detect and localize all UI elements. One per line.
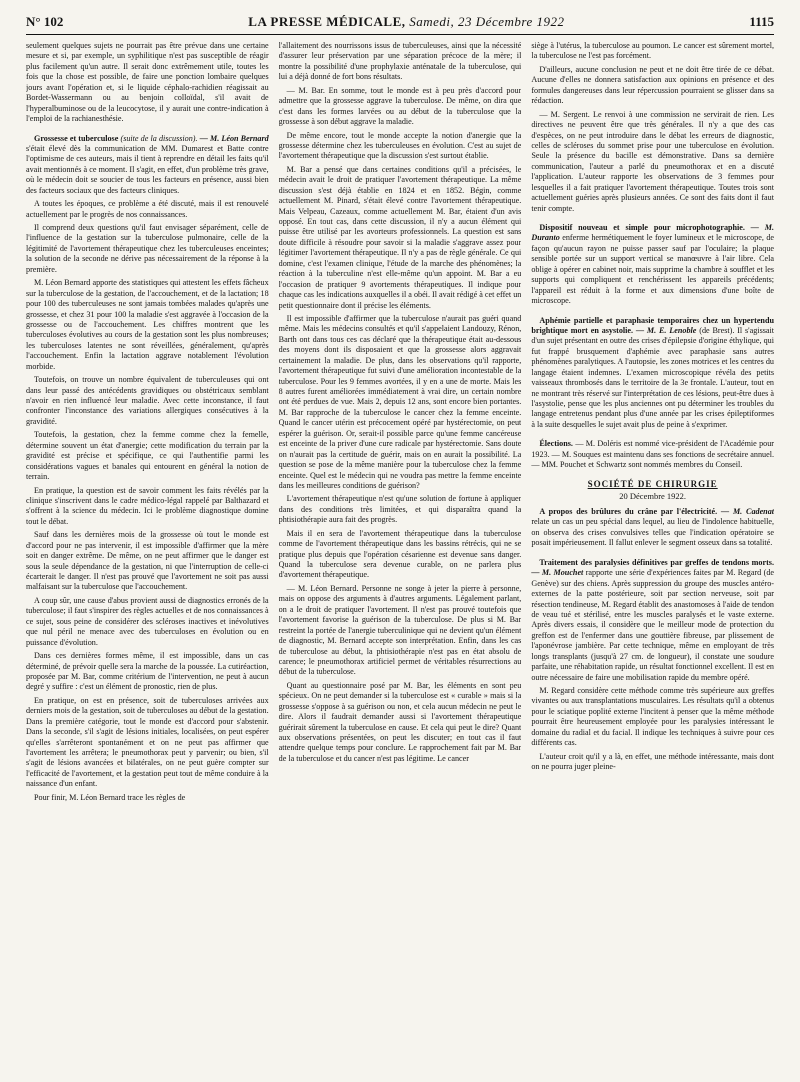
section-title: Traitement des paralysies définitives par greffes de tendons morts. <box>539 557 774 567</box>
column-3 <box>531 41 774 1073</box>
section-body: (de Brest). Il s'agissait d'un sujet présentant en outre des crises d'épilepsie d'origine éthylique, qui fut frappé brusquement d'aphémie avec paraphasie sans autres phénomènes paralytiques. A l'autopsie, les zones motrices et les centres du langage étaient indemnes. L'examen microscopique révéla des petits vaisseaux thrombosés dans le territoire de la 3e frontale. L'auteur, tout en ne montrant très réservé sur l'interprétation de ces lésions, peut-être dues à l'asystolie, pense que les plus anciennes ont pu déterminer les troubles du langage entretenus pendant plus d'une année par les crises épileptiformes à la suite desquelles le sujet avait plus de peine à s'exprimer. <box>531 325 774 429</box>
paragraph: En pratique, la question est de savoir comment les faits révélés par la clinique s'inscrivent dans le cadre médico-légal rappelé par Balthazard et s'offrent à la science du médecin. Ici le problème diagnostique domine tout le débat. <box>26 485 269 526</box>
section-title: A propos des brûlures du crâne par l'électricité. <box>539 507 718 517</box>
paragraph: A coup sûr, une cause d'abus provient aussi de diagnostics erronés de la tuberculose; il faut s'inspirer des règles actuelles et de nos connaissances à ce sujet, sous peine de considérer des scléroses inactives et inévolutives que nul péril ne menace avec des tuberculoses en évolution ou en puissance d'évolution. <box>26 595 269 647</box>
paragraph: seulement quelques sujets ne pourrait pas être prévue dans une certaine mesure et si, par exemple, un syphilitique n'est pas susceptible de réagir plus facilement qu'un autre. Il serait donc extrêmement utile, toutes les fois que la chose est possible, de faire une ponction lombaire quelques jours avant l'opération et, si le liquide céphalo-rachidien réagissait au Bordet-Wassermann ou au benjoin colloïdal, s'il avait de l'hyperalbuminose ou de la leucocytose, il y aurait une contre-indication à l'emploi de la rachianesthésie. <box>26 41 269 124</box>
section-subtitle: (suite de la discussion). <box>120 133 198 143</box>
issue-number: N° 102 <box>26 14 64 29</box>
section-grossesse-tuberculose <box>26 134 269 197</box>
section-body: s'était élevé dès la communication de MM. Dumarest et Batte contre l'optimisme de ces auteurs, mais il tient à reprendre en détail les faits qu'il avait mentionnés à ce moment. Il s'agit, en effet, d'un problème très grave, où le médecin doit se soucier de tous les facteurs en présence, aussi bien des facteurs sociaux que des facteurs cliniques. <box>26 143 269 195</box>
paragraph: — M. Sergent. Le renvoi à une commission ne servirait de rien. Les directives ne peuvent être que très générales. Il n'y a que des cas d'espèces, on ne peut introduire dans le débat les erreurs de diagnostic, celles de scléroses du sommet prise pour une tuberculose en évolution. Seule la présence du bacille est démonstrative. Dans sa dernière communication, l'auteur a parlé du pneumothorax et en a discuté l'application. L'auteur rapporte les observations de 3 femmes pour lesquelles il a fait pratiquer l'avortement thérapeutique. Toutes trois sont actuellement guéries après plusieurs années. Ce sont des faits dont il faut tenir compte. <box>531 109 774 213</box>
paragraph: De même encore, tout le monde accepte la notion d'anergie que la grossesse détermine chez les tuberculeuses en évolution. C'est au sujet de l'avortement thérapeutique que la discussion s'est surtout établie. <box>278 130 522 161</box>
masthead <box>248 14 564 30</box>
society-heading: SOCIÉTÉ DE CHIRURGIE <box>587 478 718 489</box>
text-columns <box>26 41 774 1073</box>
paragraph: Sauf dans les dernières mois de la grossesse où tout le monde est d'accord pour ne pas intervenir, il est impossible d'affirmer que la mère soit en danger extrême. De même, on ne peut affirmer que le danger est sous la seule dépendance de la gestation, ni que l'interruption de celle-ci écarterait le danger. Il n'est pas prouvé que l'avortement ne soit pas aussi malfaisant sur la tuberculose que l'accouchement. <box>26 530 269 592</box>
paragraph: D'ailleurs, aucune conclusion ne peut et ne doit être tirée de ce débat. Aucune d'elles ne donnera satisfaction aux opinions en présence et des formules dangereuses dans leur répercussion pourraient se glisser dans sa rédaction. <box>531 64 774 106</box>
paragraph: M. Léon Bernard apporte des statistiques qui attestent les effets fâcheux sur la tuberculose de la gestation, de l'accouchement, et de la lactation; 18 pour 100 des tuberculeuses ne sont jamais tombées malades qu'après une grossesse, et chez 31 pour 100 la maladie s'est aggravée à l'occasion de la grossesse ou de l'accouchement. Les chiffres montrent que les tuberculoses évolutives au cours de la gestation sont les plus nombreuses; les tuberculoses latentes ne sont réveillées, généralement, qu'après l'accouchement. Enfin la lactation aggrave notablement l'évolution morbide. <box>26 278 269 371</box>
section-brulures-crane <box>531 507 774 549</box>
author-name: — M. E. Lenoble <box>635 325 697 335</box>
section-paralysies <box>531 558 774 683</box>
page-number: 1115 <box>749 14 774 29</box>
paragraph: Mais il en sera de l'avortement thérapeutique dans la tuberculose comme de l'avortement thérapeutique dans les bassins rétrécis, qui ne se pratique plus depuis que l'opération césarienne est devenue sans danger. Quand la tuberculose sera devenue curable, on ne parlera plus d'avortement thérapeutique. <box>278 528 522 580</box>
paragraph: M. Bar a pensé que dans certaines conditions qu'il a précisées, le médecin avait le droit de pratiquer l'avortement thérapeutique. La même discussion s'est déjà établie en 1824 et en 1852. Bégin, comme actuellement M. Pinard, s'était élevé contre l'avortement thérapeutique. Mais Velpeau, Cazeaux, comme actuellement M. Bar, étaient d'un avis opposé. En tout cas, dans cette discussion, il n'y a aucun élément qui puisse être utilisé par les avorteurs professionnels. La question est sans doute difficile à résoudre pour savoir si la maladie s'aggrave assez pour légitimer l'avortement thérapeutique. Il n'y a pas de règle générale. Ce qui domine, c'est l'examen clinique, l'étude de la marche des phénomènes; la réaction à la tuberculine n'est elle-même qu'un appoint. M. Bar a eu l'occasion de pratiquer 9 avortements thérapeutiques. Il indique pour chaque cas les indications auxquelles il a obéi. Il avait rédigé à cet effet un petit questionnaire dont il précise les éléments. <box>278 164 522 310</box>
paragraph: En pratique, on est en présence, soit de tuberculoses arrivées aux derniers mois de la gestation, soit de tuberculoses au début de la gestation. Dans la première catégorie, tout le monde est d'accord pour s'abstenir. Dans la seconde, s'il s'agit de lésions initiales, localisées, on peut espérer qu'elles s'arrêteront spontanément et on ne peut pas affirmer que l'avortement les arrêtera; le pneumothorax peut y parvenir; ou bien, s'il s'agit de lésions avancées et bilatérales, on ne peut guère compter sur l'efficacité de l'avortement, et la gestation peut tout de même conduire à la naissance d'un enfant. <box>26 695 269 789</box>
author-name: — M. Mouchet <box>531 568 584 578</box>
paragraph: Toutefois, on trouve un nombre équivalent de tuberculeuses qui ont dans leur passé des antécédents gravidiques ou obstétricaux semblant n'avoir en rien influencé leur maladie. Avec cette inconstance, il faut confronter l'inconstance des variations allergiques consécutives à la gravidité. <box>26 375 269 426</box>
paragraph: siège à l'utérus, la tuberculose au poumon. Le cancer est sûrement mortel, la tuberculose ne l'est pas forcément. <box>531 41 774 61</box>
paragraph: — M. Bar. En somme, tout le monde est à peu près d'accord pour admettre que la grossesse aggrave la tuberculose. De même, on dira que c'est dans les formes larvées ou au début de la tuberculose que la grossesse à son début aggrave la maladie. <box>278 85 522 127</box>
paragraph: A toutes les époques, ce problème a été discuté, mais il est renouvelé actuellement par le progrès de nos connaissances. <box>26 199 269 219</box>
issue-date: Samedi, 23 Décembre 1922 <box>409 14 565 29</box>
column-1 <box>26 41 269 1073</box>
section-aphemie <box>531 316 774 431</box>
section-title: Dispositif nouveau et simple pour microphotographie. <box>539 223 745 232</box>
author-name: — M. Duranto <box>531 223 774 243</box>
author-name: — M. Cadenat <box>720 507 774 517</box>
society-date: 20 Décembre 1922. <box>619 491 687 502</box>
page-header <box>26 14 774 35</box>
author-name: — M. Léon Bernard <box>199 133 269 143</box>
paragraph: L'avortement thérapeutique n'est qu'une solution de fortune à appliquer dans des conditions très limitées, et qui disparaîtra quand la phtisiothérapie aura fait des progrès. <box>278 494 522 525</box>
paragraph: Pour finir, M. Léon Bernard trace les règles de <box>34 792 186 802</box>
section-elections <box>531 439 774 470</box>
paragraph: Quant au questionnaire posé par M. Bar, les éléments en sont peu spécieux. On ne peut demander si la tuberculose est « curable » mais si la grossesse s'oppose à sa guérison ou non, et cela aucun médecin ne peut le dire. Alors il faudrait demander aussi si l'avortement thérapeutique guérirait sûrement la tuberculose en cause. Et cela qui peut le dire? Quant aux observations présentées, on peut les discuter; en tout cas il faut attendre quelque temps pour conclure. Le rapprochement fait par M. Bar de la tuberculose et du cancer n'est pas légitime. Le cancer <box>278 680 522 763</box>
paragraph: Toutefois, la gestation, chez la femme comme chez la femelle, détermine souvent un état d'anergie; cette modification du terrain par la gravidité est précise et spécifique, ce qui l'authentifie parmi les considérations vagues et banales qui entourent en général la notion de terrain. <box>26 430 269 482</box>
paragraph: Dans ces dernières formes même, il est impossible, dans un cas déterminé, de prévoir quelle sera la marche de la poussée. La cutiréaction, proposée par M. Bar, comme critérium de l'intervention, ne peut à aucun degré y suffire : c'est un élément de pronostic, rien de plus. <box>26 651 269 692</box>
section-body: relate un cas un peu spécial dans lequel, au lieu de l'indolence habituelle, on observa des crises convulsives telles que l'indication opératoire se posait impérieusement. Il fallut enlever le segment osseux dans sa totalité. <box>531 517 774 548</box>
section-title: Grossesse et tuberculose <box>34 133 119 143</box>
section-body: enferme hermétiquement le foyer lumineux et le microscope, de façon qu'aucun rayon ne puisse passer sauf par l'oculaire; la plaque sensible portée sur un support vertical se manœuvre à l'air libre. Cela oblige à opérer en cabinet noir, mais supprime la chambre à soufflet et les supports qui compliquent et renchérissent les appareils précédents; l'appareil est réduit à la forme et aux dimensions d'une boîte de microscope. <box>531 233 774 306</box>
paragraph: l'allaitement des nourrissons issus de tuberculeuses, ainsi que la nécessité d'assurer leur préservation par une séparation précoce de la mère; il montre la possibilité d'une prophylaxie anténatale de la tuberculose, qui lui a déjà donné de fort bons résultats. <box>278 41 522 82</box>
section-title: Élections. <box>539 439 573 449</box>
section-microphotographie <box>531 223 774 307</box>
journal-title: LA PRESSE MÉDICALE, <box>248 14 406 29</box>
section-title: Aphémie partielle et paraphasie temporaires chez un hypertendu brightique mort en asystolie. <box>531 315 774 335</box>
paragraph: M. Regard considère cette méthode comme très supérieure aux greffes vivantes ou aux transplantations musculaires. Les résultats qu'il a obtenus pour le sciatique poplité externe l'incitent à penser que la même méthode pourrait être heureusement employée pour les paralysies intéressant le domaine du radial et du facial. Il indique les techniques à suivre pour ces différents cas. <box>531 686 774 748</box>
section-body: — M. Doléris est nommé vice-président de l'Académie pour 1923. — M. Souques est maintenu dans ses fonctions de secrétaire annuel. — MM. Pouchet et Schwartz sont nommés membres du Conseil. <box>531 439 774 470</box>
paragraph: — M. Léon Bernard. Personne ne songe à jeter la pierre à personne, mais on oppose des arguments à d'autres arguments. Légalement parlant, on a le droit de pratiquer l'avortement. Il n'est pas prouvé toutefois que l'avortement favorise la guérison de la tuberculose. De plus si M. Bar restreint la portée de l'anergie tuberculinique qui ne devient qu'un élément de diagnostic, M. Bernard accepte son interprétation. Enfin, dans les cas de tuberculose au début, la phtisiothérapie n'est pas en état absolu de carence; le pneumothorax artificiel permet de véritables résurrections au début de la tuberculose. <box>278 583 522 677</box>
paragraph: Il est impossible d'affirmer que la tuberculose n'aurait pas guéri quand même. Mais les médecins consultés et qu'il s'appelaient Landouzy, Rénon, Barth ont dans tous ces cas déclaré que la thérapeutique était au-dessous des moyens dont ils disposaient et que la grossesse alors aggravait certainement la maladie. De plus, dans les observations qu'il rapporte, l'avortement thérapeutique fut suivi d'une amélioration incontestable de la tuberculose. Pour les 9 femmes avortées, il y en a une de morte. Mais les 8 autres furent améliorées immédiatement à vrai dire, un certain nombre ont été perdues de vue. Mais 2, depuis 12 ans, sont encore bien portantes. M. Bar rapproche de la tuberculose le cancer chez la femme enceinte. Quand le cancer utérin est précocement opéré par hystérectomie, on peut espérer la guérison. Or, serait-il possible parce qu'une femme cancéreuse est enceinte de la priver d'une cure radicale par hystérectomie. Sans doute on n'aurait pas la certitude de guérir, mais on en aurait la possibilité. La question se pose de la même manière pour la tuberculose chez la femme enceinte. Quel est le médecin qui ne voudra pas mettre la femme enceinte dans les meilleures conditions de guérison? <box>278 313 522 490</box>
paragraph: L'auteur croit qu'il y a là, en effet, une méthode intéressante, mais dont on ne pourra juger pleine- <box>531 751 774 772</box>
section-body: rapporte une série d'expériences faites par M. Regard (de Genève) sur des chiens. Après suppression du groupe des muscles antéro-externes de la patte postérieure, soit par section nerveuse, soit par résection tendineuse, M. Regard établit des anastomoses à l'aide de tendon de veau tué et stérilisé, entre les muscles paralysés et le vaste externe. Après divers essais, il considère que le meilleur mode de protection du greffon est de l'enfermer dans une gouttière fibreuse, par plissement de l'aponévrose jambière. Par cette technique, même en employant de très longs transplants (jusqu'à 27 cm. de longueur), il constate une soudure parfaite, une réhabitation rapide, un résultat fonctionnel excellent. Il est en outre nécessaire de faire une mobilisation rapide du membre opéré. <box>531 568 774 682</box>
column-2 <box>279 41 522 1073</box>
paragraph: Il comprend deux questions qu'il faut envisager séparément, celle de l'influence de la gestation sur la tuberculose pulmonaire, celle de la légitimité de l'avortement thérapeutique chez les tuberculeuses enceintes; la solution de la seconde ne dérive pas nécessairement de la réponse à la première. <box>26 223 269 274</box>
